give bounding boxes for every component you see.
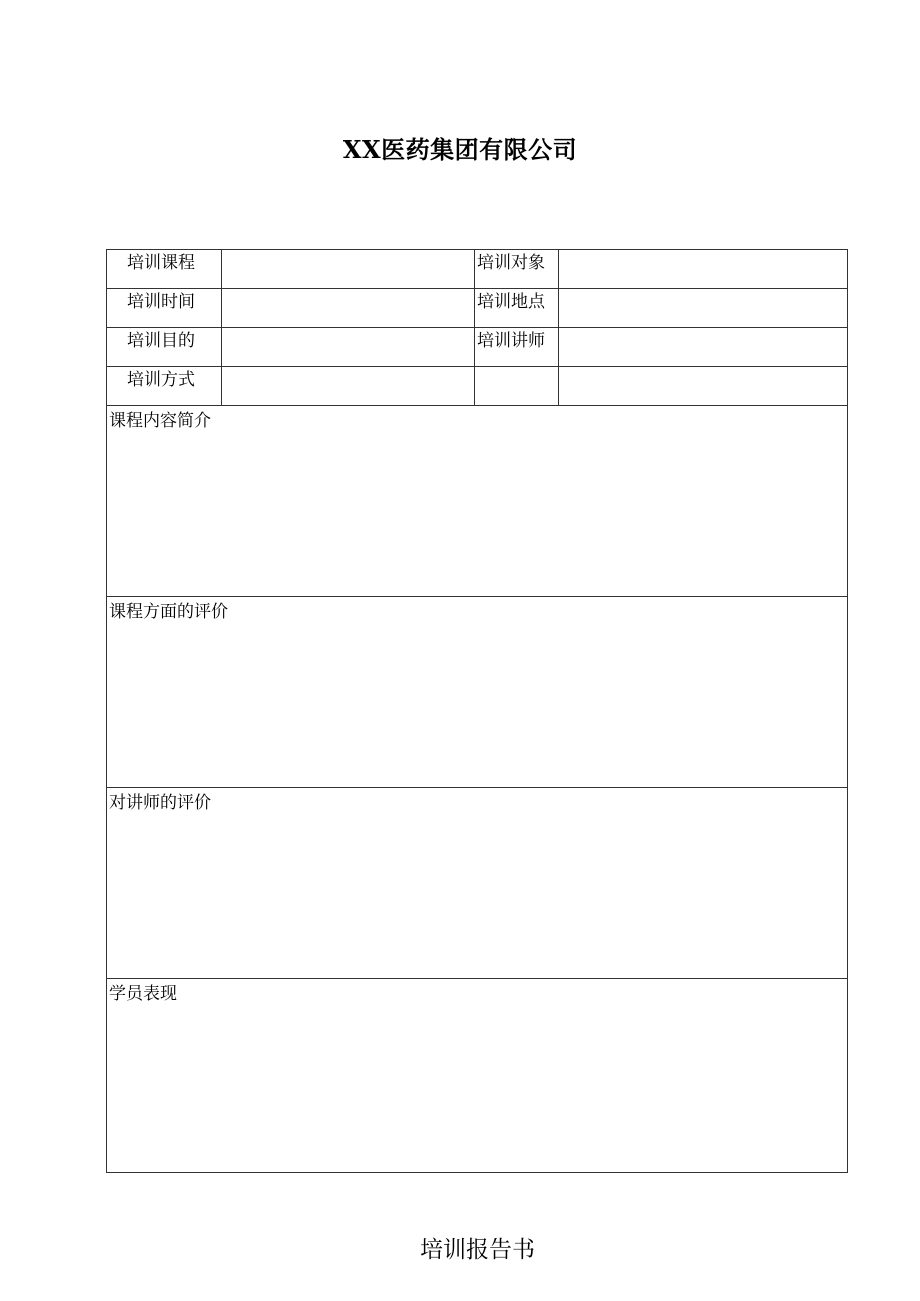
section-trainee-performance-cell[interactable] [107,979,848,1173]
section-course-evaluation-cell[interactable] [107,597,848,788]
field-training-method[interactable] [222,367,475,406]
form-row-course [107,250,848,289]
label-training-course: 培训课程 [107,250,222,289]
section-course-evaluation [107,597,848,788]
section-course-content-cell[interactable] [107,406,848,597]
field-training-time[interactable] [222,289,475,328]
label-training-instructor: 培训讲师 [475,328,559,367]
section-course-content [107,406,848,597]
section-course-evaluation-label: 课程方面的评价 [109,602,228,622]
label-training-purpose: 培训目的 [107,328,222,367]
section-trainee-performance [107,979,848,1173]
form-row-time [107,289,848,328]
report-title: 培训报告书 [420,1237,535,1263]
field-training-purpose[interactable] [222,328,475,367]
label-training-time: 培训时间 [107,289,222,328]
label-training-audience: 培训对象 [475,250,559,289]
company-title: XX医药集团有限公司 [342,135,578,164]
section-course-content-label: 课程内容简介 [109,411,211,431]
section-trainee-performance-label: 学员表现 [109,984,177,1004]
label-training-method: 培训方式 [107,367,222,406]
label-training-location: 培训地点 [475,289,559,328]
form-row-purpose [107,328,848,367]
field-training-location[interactable] [559,289,848,328]
section-instructor-evaluation-cell[interactable] [107,788,848,979]
field-training-instructor[interactable] [559,328,848,367]
field-training-course[interactable] [222,250,475,289]
field-training-audience[interactable] [559,250,848,289]
section-instructor-evaluation [107,788,848,979]
training-report-form [106,249,848,1173]
blank-value-cell[interactable] [559,367,848,406]
section-instructor-evaluation-label: 对讲师的评价 [109,793,211,813]
blank-label-cell [475,367,559,406]
form-row-method [107,367,848,406]
